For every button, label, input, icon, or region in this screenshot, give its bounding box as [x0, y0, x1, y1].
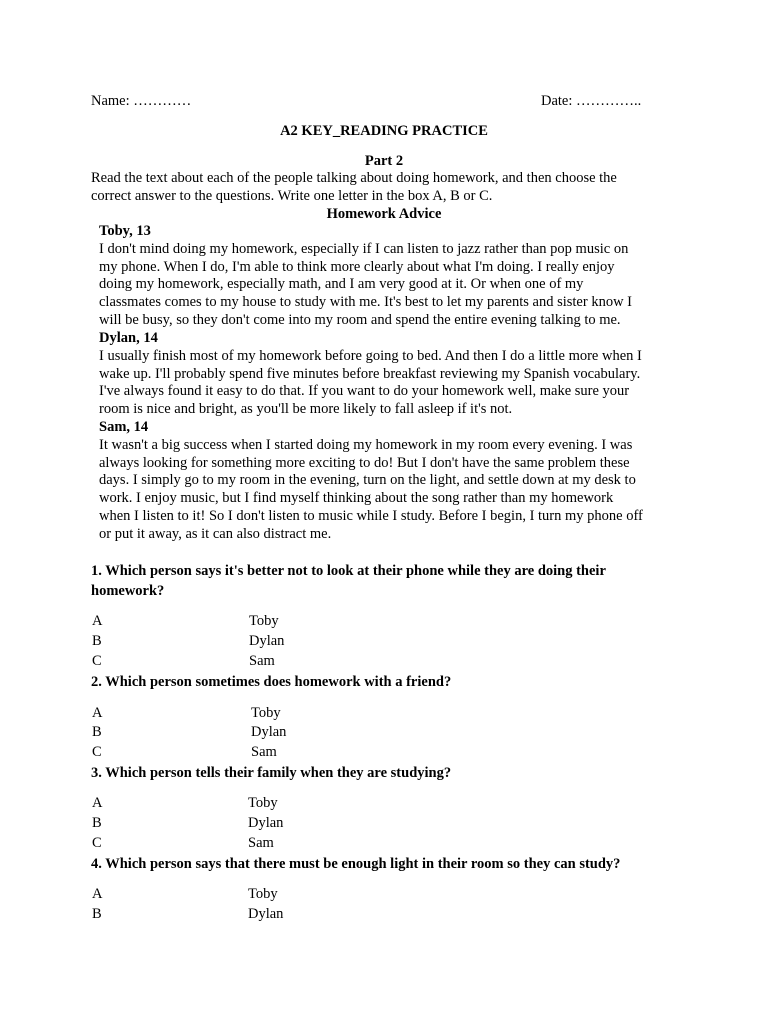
option-letter: A — [92, 795, 103, 811]
text-line: days. I simply go to my room in the evening, turn on the light, and settle down at my desk to — [99, 472, 636, 489]
person-section-sam — [99, 419, 679, 544]
option-answer: Toby — [248, 795, 278, 811]
option-answer: Dylan — [249, 633, 285, 649]
question-2-text: 2. Which person sometimes does homework with a friend? — [91, 674, 452, 690]
document-title: A2 KEY_READING PRACTICE — [280, 123, 488, 139]
question-1-text-cont: homework? — [91, 583, 165, 599]
text-line: doing my homework, especially math, and I am very good at it. Or when one of my — [99, 276, 584, 293]
question-3-text: 3. Which person tells their family when they are studying? — [91, 765, 452, 781]
text-line: wake up. I'll probably spend five minutes before breakfast reviewing my Spanish vocabulary. — [99, 365, 641, 382]
option-letter: A — [92, 705, 103, 721]
option-letter: C — [92, 653, 102, 669]
text-line: I don't mind doing my homework, especially if I can listen to jazz rather than pop music on — [99, 240, 629, 257]
option-answer: Dylan — [248, 906, 284, 922]
instructions — [91, 170, 661, 206]
text-line: I usually finish most of my homework before going to bed. And then I do a little more when I — [99, 347, 642, 364]
text-line: It wasn't a big success when I started doing my homework in my room every evening. I was — [99, 436, 633, 453]
part-heading: Part 2 — [364, 153, 404, 169]
option-letter: B — [92, 906, 102, 922]
option-answer: Sam — [249, 653, 275, 669]
option-letter: C — [92, 744, 102, 760]
option-answer: Toby — [249, 613, 279, 629]
text-line: will be busy, so they don't come into my room and spend the entire evening talking to me. — [99, 311, 621, 328]
text-line: I've always found it easy to do that. If you want to do your homework well, make sure your — [99, 383, 630, 400]
instructions-line: correct answer to the questions. Write one letter in the box A, B or C. — [91, 187, 493, 204]
text-line: classmates comes to my house to study with me. It's best to let my parents and sister know I — [99, 294, 632, 311]
person-name: Sam, 14 — [99, 419, 149, 435]
question-1-text: 1. Which person says it's better not to look at their phone while they are doing their — [91, 563, 606, 579]
text-line: or put it away, as it can also distract me. — [99, 525, 332, 542]
option-answer: Sam — [248, 835, 274, 851]
option-letter: A — [92, 886, 103, 902]
question-4-text: 4. Which person says that there must be enough light in their room so they can study? — [91, 856, 621, 872]
person-section-toby — [99, 223, 679, 330]
option-letter: B — [92, 633, 102, 649]
text-line: always looking for something more exciting to do! But I don't have the same problem these — [99, 454, 630, 471]
option-letter: A — [92, 613, 103, 629]
text-line: room is nice and bright, as you'll be more likely to fall asleep if it's not. — [99, 401, 513, 418]
option-answer: Toby — [251, 705, 281, 721]
text-line: my phone. When I do, I'm able to think more clearly about what I'm doing. I really enjoy — [99, 258, 615, 275]
option-answer: Dylan — [248, 815, 284, 831]
option-letter: B — [92, 724, 102, 740]
text-line: work. I enjoy music, but I find myself thinking about the song rather than my homework — [99, 490, 614, 507]
person-section-dylan — [99, 330, 679, 419]
option-letter: B — [92, 815, 102, 831]
option-answer: Sam — [251, 744, 277, 760]
name-field-label: Name: ………… — [91, 93, 192, 109]
text-line: when I listen to it! So I don't listen to music while I study. Before I begin, I turn my phone off — [99, 507, 643, 524]
option-answer: Toby — [248, 886, 278, 902]
section-title: Homework Advice — [326, 206, 442, 222]
person-name: Toby, 13 — [99, 223, 151, 239]
option-answer: Dylan — [251, 724, 287, 740]
date-field-label: Date: ………….. — [541, 93, 642, 109]
option-letter: C — [92, 835, 102, 851]
person-name: Dylan, 14 — [99, 330, 158, 346]
instructions-line: Read the text about each of the people talking about doing homework, and then choose the — [91, 170, 617, 186]
